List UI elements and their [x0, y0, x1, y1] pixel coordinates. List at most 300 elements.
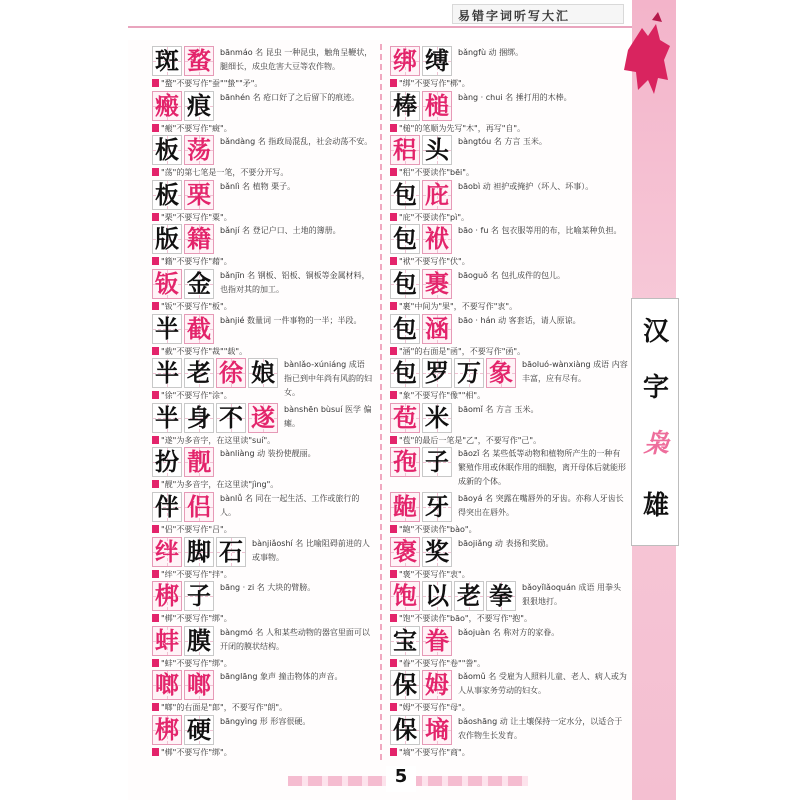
- entry-tip: [390, 212, 628, 224]
- entry-definition: bāngyìng 形 形容很硬。: [220, 717, 311, 726]
- headword-char-text: 娘: [251, 358, 275, 388]
- entry-tip: [390, 613, 628, 625]
- tip-marker-icon: [390, 347, 397, 355]
- headword-char: [248, 403, 278, 433]
- entry-definition: bǎnjīn 名 钢板、铝板、铜板等金属材料，也指对其的加工。: [220, 271, 370, 294]
- headword-char-text: 靓: [187, 447, 211, 477]
- headword-char: [216, 403, 246, 433]
- tip-text: "瘢"不要写作"癍"。: [161, 123, 232, 133]
- entry-definition: bàngtóu 名 方言 玉米。: [458, 137, 547, 147]
- headword-char-text: 头: [425, 135, 449, 165]
- tip-text: "徐"不要写作"涂"。: [161, 391, 232, 401]
- tip-marker-icon: [390, 302, 397, 310]
- entry-definition: bǎndàng 名 指政局混乱，社会动荡不安。: [220, 137, 373, 147]
- headword-char: [184, 537, 214, 567]
- headword-char: [422, 224, 452, 254]
- headword-char-text: 硬: [187, 715, 211, 744]
- entry-definition: bǎnjí 名 登记户口、土地的簿册。: [220, 226, 341, 236]
- entry-definition: bāoguǒ 名 包扎成件的包儿。: [458, 271, 566, 280]
- headword-char-text: 包: [393, 313, 417, 343]
- headword-char: [152, 91, 182, 121]
- entry-tip: [152, 479, 374, 491]
- headword-char-text: 半: [155, 313, 179, 343]
- entry-tip: [152, 301, 374, 313]
- tip-marker-icon: [390, 525, 397, 533]
- headword-char-text: 牙: [425, 492, 449, 521]
- headword-char-text: 半: [155, 402, 179, 432]
- entry-tip: [390, 301, 628, 313]
- headword-char: [152, 715, 182, 745]
- headword-char-text: 徐: [219, 358, 243, 388]
- entry-definition: bāo · fu 名 包衣服等用的布，比喻某种负担。: [458, 226, 622, 236]
- tip-text: "褒"不要写作"衷"。: [399, 569, 470, 579]
- headword-char-text: 稆: [393, 135, 417, 165]
- headword-char: [184, 670, 214, 700]
- entry-tip: [152, 658, 374, 670]
- tip-text: "蚌"不要写作"绑"。: [161, 658, 232, 668]
- headword-char: [152, 537, 182, 567]
- headword-char-text: 眷: [425, 625, 449, 655]
- headword-char: [184, 715, 214, 745]
- headword-char: [422, 269, 452, 299]
- tip-text: "苞"的最后一笔是"乙"，不要写作"己"。: [399, 435, 542, 445]
- dictionary-entry: [390, 358, 628, 403]
- dictionary-page: [128, 0, 676, 800]
- dictionary-entry: [152, 447, 374, 492]
- headword-char-text: 蝥: [187, 46, 211, 75]
- side-char: 汉: [642, 317, 669, 347]
- dictionary-entry: [390, 670, 628, 715]
- entry-definition: bànliàng 动 装扮使靓丽。: [220, 449, 316, 459]
- tip-text: "绊"不要写作"拌"。: [161, 569, 232, 579]
- headword-char: [422, 314, 452, 344]
- entry-definition: bǎngfù 动 捆绑。: [458, 48, 524, 57]
- tip-text: "遂"为多音字，在这里读"suí"。: [161, 435, 276, 445]
- dictionary-entry: [152, 626, 374, 671]
- dictionary-entry: [390, 492, 628, 537]
- tip-text: "袱"不要写作"伏"。: [399, 257, 470, 267]
- headword-char: [184, 626, 214, 656]
- headword-char-text: 涵: [425, 313, 449, 343]
- headword-char-text: 包: [393, 224, 417, 254]
- tip-text: "侣"不要写作"吕"。: [161, 525, 232, 534]
- headword-char-text: 孢: [393, 447, 417, 477]
- tip-marker-icon: [152, 659, 159, 667]
- tip-marker-icon: [152, 480, 159, 488]
- headword-char: [152, 581, 182, 611]
- tip-marker-icon: [152, 391, 159, 399]
- headword-char: [390, 46, 420, 76]
- dictionary-entry: [152, 314, 374, 359]
- dictionary-entry: [152, 670, 374, 715]
- tip-text: "象"不要写作"像""相"。: [399, 391, 486, 401]
- headword-char-text: 板: [155, 179, 179, 209]
- entry-tip: [390, 346, 628, 358]
- entry-tip: [152, 123, 374, 135]
- dictionary-entry: [152, 537, 374, 582]
- headword-char-text: 梆: [155, 581, 179, 611]
- headword-char-text: 版: [155, 224, 179, 254]
- tip-text: "靓"为多音字，在这里读"jìng"。: [161, 480, 279, 490]
- headword-char: [152, 135, 182, 165]
- headword-char-text: 袱: [425, 224, 449, 254]
- header-title: 易错字词听写大汇: [458, 9, 571, 23]
- headword-char-text: 斑: [155, 46, 179, 75]
- headword-char-text: 罗: [425, 358, 449, 388]
- headword-char-text: 宝: [393, 625, 417, 655]
- side-char: 雄: [642, 491, 669, 521]
- tip-marker-icon: [390, 748, 397, 756]
- entry-definition: bǎoyǐlǎoquán 成语 用拳头狠狠地打。: [522, 583, 622, 607]
- headword-char-text: 绊: [155, 536, 179, 566]
- headword-char-text: 蚌: [155, 625, 179, 655]
- entry-definition: bāojiǎng 动 表扬和奖励。: [458, 538, 554, 548]
- headword-char: [422, 715, 452, 745]
- tip-text: "梆"不要写作"绑"。: [161, 614, 232, 624]
- headword-char-text: 老: [457, 581, 481, 611]
- entry-tip: [152, 167, 374, 179]
- headword-char: [390, 492, 420, 522]
- tip-text: "槌"的笔顺为先写"木"，再写"自"。: [399, 123, 526, 133]
- headword-char-text: 保: [393, 715, 417, 744]
- headword-char-text: 裹: [425, 269, 449, 298]
- dictionary-entry: [390, 537, 628, 582]
- tip-text: "栗"不要写作"粟"。: [161, 212, 232, 222]
- tip-marker-icon: [152, 168, 159, 176]
- tip-marker-icon: [152, 347, 159, 355]
- entry-definition: bāo · hán 动 客套话，请人原谅。: [458, 315, 581, 325]
- entry-tip: [152, 435, 374, 447]
- dictionary-entry: [152, 180, 374, 225]
- header-rule: [128, 26, 676, 28]
- headword-char: [390, 180, 420, 210]
- headword-char: [390, 314, 420, 344]
- tip-text: "墒"不要写作"商"。: [399, 748, 470, 757]
- headword-char-text: 米: [425, 402, 449, 432]
- headword-char: [390, 358, 420, 388]
- entry-tip: [390, 658, 628, 670]
- page-number: 5: [386, 766, 416, 792]
- headword-char: [422, 447, 452, 477]
- entry-definition: bāomǐ 名 方言 玉米。: [458, 404, 539, 414]
- headword-char: [152, 46, 182, 76]
- entry-tip: [390, 167, 628, 179]
- headword-char-text: 奖: [425, 536, 449, 566]
- tip-text: "龅"不要读作"bào"。: [399, 525, 477, 534]
- tip-text: "荡"的第七笔是一笔，不要分开写。: [161, 168, 289, 178]
- headword-char: [152, 180, 182, 210]
- headword-char-text: 梆: [155, 715, 179, 744]
- entry-tip: [152, 702, 374, 714]
- headword-char: [422, 180, 452, 210]
- headword-char-text: 脚: [187, 536, 211, 566]
- tip-text: "梆"不要写作"绑"。: [161, 748, 232, 757]
- headword-char-text: 龅: [393, 492, 417, 521]
- dictionary-entry: [390, 626, 628, 671]
- entry-definition: bànlǎo-xúniáng 成语 指已到中年尚有风韵的妇女。: [284, 360, 372, 398]
- headword-char: [390, 135, 420, 165]
- headword-char-text: 籍: [187, 224, 211, 254]
- headword-char-text: 不: [219, 402, 243, 432]
- entry-definition: bǎomǔ 名 受雇为人照料儿童、老人、病人或为人从事家务劳动的妇女。: [458, 672, 627, 696]
- headword-char: [422, 581, 452, 611]
- tip-text: "涵"的右面是"函"，不要写作"函"。: [399, 346, 526, 356]
- entry-definition: bànshēn bùsuí 医学 偏瘫。: [284, 404, 372, 428]
- entry-definition: bāoluó-wànxiàng 成语 内容丰富，应有尽有。: [522, 360, 628, 384]
- headword-char: [152, 224, 182, 254]
- entry-tip: [152, 390, 374, 402]
- headword-char: [422, 670, 452, 700]
- entry-tip: [152, 78, 374, 90]
- tip-marker-icon: [152, 213, 159, 221]
- headword-char: [390, 403, 420, 433]
- headword-char-text: 褒: [393, 536, 417, 566]
- dictionary-entry: [390, 403, 628, 448]
- headword-char: [486, 358, 516, 388]
- tip-text: "钣"不要写作"板"。: [161, 302, 232, 311]
- headword-char-text: 啷: [187, 670, 211, 700]
- headword-char-text: 庇: [425, 179, 449, 209]
- headword-char: [422, 135, 452, 165]
- headword-char-text: 拳: [489, 581, 513, 611]
- headword-char-text: 截: [187, 313, 211, 343]
- entry-tip: [390, 524, 628, 536]
- headword-char: [216, 537, 246, 567]
- headword-char: [152, 314, 182, 344]
- headword-char-text: 棒: [393, 90, 417, 120]
- headword-char-text: 身: [187, 402, 211, 432]
- column-divider: [380, 44, 382, 764]
- dictionary-entry: [390, 314, 628, 359]
- tip-marker-icon: [390, 659, 397, 667]
- dictionary-entry: [390, 91, 628, 136]
- dictionary-entry: [152, 715, 374, 760]
- headword-char-text: 金: [187, 269, 211, 298]
- entry-definition: bāozǐ 名 某些低等动物和植物所产生的一种有繁殖作用或休眠作用的细胞，离开母体后就能形成新的个体。: [458, 449, 626, 487]
- side-title-panel: [631, 298, 679, 546]
- headword-char: [422, 626, 452, 656]
- dictionary-entry: [390, 447, 628, 492]
- headword-char: [184, 91, 214, 121]
- headword-char-text: 墒: [425, 715, 449, 744]
- headword-char: [390, 715, 420, 745]
- entry-definition: bànjié 数量词 一件事物的一半；半段。: [220, 315, 362, 325]
- headword-char: [184, 314, 214, 344]
- headword-char: [184, 403, 214, 433]
- entry-definition: bàng · chui 名 捶打用的木棒。: [458, 92, 572, 102]
- entry-tip: [152, 747, 374, 759]
- dictionary-entry: [152, 224, 374, 269]
- headword-char-text: 包: [393, 358, 417, 388]
- entry-tip: [390, 747, 628, 759]
- headword-char-text: 饱: [393, 581, 417, 611]
- headword-char-text: 苞: [393, 402, 417, 432]
- headword-char-text: 子: [187, 581, 211, 611]
- headword-char: [422, 46, 452, 76]
- headword-char: [184, 581, 214, 611]
- headword-char: [390, 670, 420, 700]
- headword-char: [390, 537, 420, 567]
- headword-char: [390, 581, 420, 611]
- entry-tip: [390, 435, 628, 447]
- tip-text: "庇"不要读作"pì"。: [399, 212, 470, 222]
- headword-char-text: 姆: [425, 670, 449, 700]
- headword-char: [248, 358, 278, 388]
- side-char: 枭: [642, 429, 669, 459]
- tip-marker-icon: [390, 168, 397, 176]
- dictionary-entry: [390, 224, 628, 269]
- headword-char: [184, 135, 214, 165]
- dictionary-entry: [390, 135, 628, 180]
- headword-char: [184, 492, 214, 522]
- headword-char: [184, 46, 214, 76]
- headword-char-text: 石: [219, 536, 243, 566]
- headword-char: [422, 492, 452, 522]
- entry-tip: [390, 78, 628, 90]
- dictionary-entry: [390, 180, 628, 225]
- entry-definition: bāobì 动 袒护或掩护（坏人、坏事）。: [458, 181, 594, 191]
- entry-tip: [390, 123, 628, 135]
- entry-tip: [152, 212, 374, 224]
- entry-definition: bāng · zi 名 大块的臂膀。: [220, 583, 316, 593]
- headword-char: [184, 358, 214, 388]
- headword-char: [454, 358, 484, 388]
- headword-char-text: 老: [187, 358, 211, 388]
- headword-char: [390, 269, 420, 299]
- headword-char-text: 伴: [155, 492, 179, 521]
- entry-definition: bānhén 名 疮口好了之后留下的痕迹。: [220, 92, 360, 102]
- tip-marker-icon: [390, 79, 397, 87]
- entry-definition: bǎnlì 名 植物 栗子。: [220, 181, 296, 191]
- tip-marker-icon: [390, 213, 397, 221]
- entry-definition: bànjiǎoshí 名 比喻阻碍前进的人或事物。: [252, 538, 370, 562]
- tip-marker-icon: [390, 124, 397, 132]
- headword-char: [390, 626, 420, 656]
- headword-char: [422, 537, 452, 567]
- entry-definition: bǎoshāng 动 让土壤保持一定水分，以适合于农作物生长发育。: [458, 717, 623, 740]
- headword-char: [152, 447, 182, 477]
- headword-char: [184, 447, 214, 477]
- tip-marker-icon: [152, 703, 159, 711]
- tip-text: "啷"的右面是"郎"，不要写作"朗"。: [161, 703, 288, 713]
- headword-char-text: 栗: [187, 179, 211, 209]
- headword-char: [390, 91, 420, 121]
- headword-char: [390, 447, 420, 477]
- headword-char: [152, 492, 182, 522]
- headword-char-text: 钣: [155, 269, 179, 298]
- entry-tip: [390, 702, 628, 714]
- entry-tip: [390, 256, 628, 268]
- entry-definition: bàngmó 名 人和某些动物的器官里面可以开闭的膜状结构。: [220, 627, 370, 651]
- headword-char: [184, 224, 214, 254]
- tip-marker-icon: [390, 391, 397, 399]
- dictionary-entry: [390, 581, 628, 626]
- headword-char-text: 缚: [425, 46, 449, 75]
- headword-char: [152, 670, 182, 700]
- entry-definition: bǎojuàn 名 称对方的家眷。: [458, 627, 560, 637]
- headword-char-text: 瘢: [155, 90, 179, 120]
- headword-char-text: 板: [155, 135, 179, 165]
- headword-char: [390, 224, 420, 254]
- dictionary-entry: [152, 46, 374, 91]
- entry-definition: bànlǚ 名 同在一起生活、工作或旅行的人。: [220, 494, 360, 517]
- headword-char-text: 遂: [251, 402, 275, 432]
- tip-text: "籍"不要写作"藉"。: [161, 257, 232, 267]
- tip-marker-icon: [390, 570, 397, 578]
- headword-char-text: 膜: [187, 625, 211, 655]
- headword-char: [152, 403, 182, 433]
- headword-char-text: 侣: [187, 492, 211, 521]
- headword-char-text: 包: [393, 179, 417, 209]
- headword-char-text: 扮: [155, 447, 179, 477]
- headword-char-text: 痕: [187, 90, 211, 120]
- entry-tip: [152, 346, 374, 358]
- dictionary-entry: [152, 135, 374, 180]
- side-char: 字: [642, 373, 669, 403]
- headword-char: [152, 626, 182, 656]
- headword-char-text: 半: [155, 358, 179, 388]
- dictionary-entry: [390, 269, 628, 314]
- headword-char-text: 象: [489, 358, 513, 388]
- entry-definition: bānglāng 象声 撞击物体的声音。: [220, 672, 343, 682]
- dictionary-entry: [152, 492, 374, 537]
- dictionary-entry: [390, 46, 628, 91]
- tip-text: "稆"不要读作"bēi"。: [399, 168, 474, 178]
- tip-text: "绑"不要写作"梆"。: [399, 79, 470, 88]
- headword-char: [486, 581, 516, 611]
- tip-marker-icon: [152, 748, 159, 756]
- footer: [128, 764, 676, 800]
- tip-marker-icon: [152, 614, 159, 622]
- tip-marker-icon: [152, 525, 159, 533]
- entry-definition: bānmáo 名 昆虫 一种昆虫，触角呈鞭状，腿细长，成虫危害大豆等农作物。: [220, 48, 373, 71]
- headword-char-text: 槌: [425, 90, 449, 120]
- headword-char: [454, 581, 484, 611]
- tip-marker-icon: [152, 570, 159, 578]
- entry-tip: [390, 569, 628, 581]
- tip-marker-icon: [152, 257, 159, 265]
- entry-tip: [152, 569, 374, 581]
- tip-text: "姆"不要写作"母"。: [399, 703, 470, 713]
- tip-text: "饱"不要读作"bāo"，不要写作"抱"。: [399, 614, 532, 624]
- tip-marker-icon: [152, 302, 159, 310]
- tip-marker-icon: [390, 614, 397, 622]
- entry-tip: [390, 390, 628, 402]
- headword-char-text: 保: [393, 670, 417, 700]
- headword-char: [422, 403, 452, 433]
- headword-char-text: 以: [425, 581, 449, 611]
- tip-text: "裹"中间为"果"，不要写作"衷"。: [399, 302, 518, 311]
- tip-text: "蝥"不要写作"蚕""蛰""矛"。: [161, 79, 263, 88]
- headword-char-text: 绑: [393, 46, 417, 75]
- headword-char: [184, 180, 214, 210]
- tip-marker-icon: [152, 124, 159, 132]
- entry-tip: [152, 524, 374, 536]
- headword-char-text: 万: [457, 358, 481, 388]
- headword-char: [422, 91, 452, 121]
- entry-tip: [152, 613, 374, 625]
- dictionary-entry: [152, 269, 374, 314]
- dictionary-entry: [152, 581, 374, 626]
- tip-text: "眷"不要写作"卷""誊"。: [399, 658, 486, 668]
- tip-marker-icon: [152, 79, 159, 87]
- entry-definition: bāoyá 名 突露在嘴唇外的牙齿。亦称人牙齿长得突出在唇外。: [458, 494, 624, 517]
- tip-text: "截"不要写作"裁""载"。: [161, 346, 248, 356]
- tip-marker-icon: [390, 436, 397, 444]
- dictionary-entry: [390, 715, 628, 760]
- dictionary-entry: [152, 91, 374, 136]
- tip-marker-icon: [390, 703, 397, 711]
